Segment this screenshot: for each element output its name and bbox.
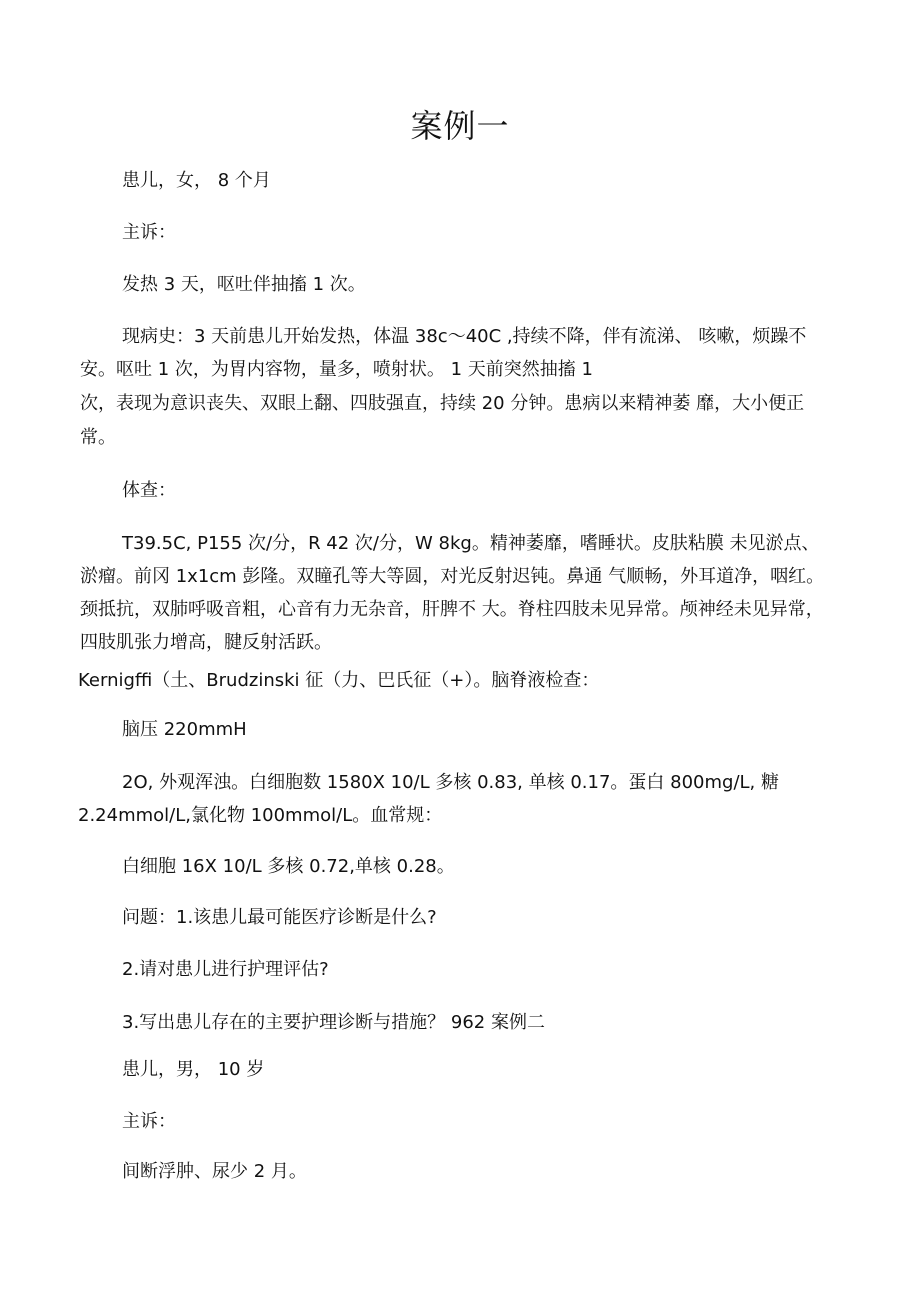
complaint-text: 发热 3 天，呕吐伴抽搐 1 次。 — [122, 274, 366, 295]
history-line-3: 次，表现为意识丧失、双眼上翻、四肢强直，持续 20 分钟。患病以来精神萎 靡，大小便正 — [80, 393, 805, 414]
case2-complaint-label: 主诉： — [122, 1111, 176, 1132]
exam-line-2: 淤瘤。前冈 1x1cm 彭隆。双瞳孔等大等圆，对光反射迟钝。鼻通 气顺畅，外耳道净，咽红。 — [80, 566, 825, 587]
exam-line-3: 颈抵抗，双肺呼吸音粗，心音有力无杂音，肝脾不 大。脊柱四肢未见异常。颅神经未见异常， — [80, 599, 824, 620]
case2-complaint-text: 间断浮肿、尿少 2 月。 — [122, 1161, 307, 1182]
case2-patient-info: 患儿，男， 10 岁 — [122, 1059, 265, 1080]
csf-line-2: 2.24mmol/L,氯化物 100mmol/L。血常规： — [78, 805, 443, 826]
blood-routine: 白细胞 16X 10/L 多核 0.72,单核 0.28。 — [122, 856, 455, 877]
exam-line-4: 四肢肌张力增高，腱反射活跃。 — [80, 632, 332, 653]
exam-line-1: T39.5C, P155 次/分，R 42 次/分，W 8kg。精神萎靡，嗜睡状。皮肤粘膜 未见淤点、 — [122, 533, 820, 554]
question-1: 问题：1.该患儿最可能医疗诊断是什么? — [122, 907, 437, 928]
history-line-2: 安。呕吐 1 次，为胃内容物，量多，喷射状。 1 天前突然抽搐 1 — [80, 359, 593, 380]
complaint-label: 主诉： — [122, 222, 176, 243]
csf-pressure: 脑压 220mmH — [122, 719, 247, 740]
exam-label: 体查： — [122, 480, 176, 501]
csf-line-1: 2O, 外观浑浊。白细胞数 1580X 10/L 多核 0.83, 单核 0.17。蛋白 800mg/L, 糖 — [122, 772, 779, 793]
history-line-1: 现病史：3 天前患儿开始发热，体温 38c〜40C ,持续不降，伴有流涕、 咳嗽，烦躁不 — [122, 326, 807, 347]
question-3: 3.写出患儿存在的主要护理诊断与措施？ 962 案例二 — [122, 1012, 545, 1033]
kernig-line: Kernigffi（土、Brudzinski 征（力、巴氏征（+）。脑脊液检查： — [78, 670, 600, 691]
history-line-4: 常。 — [80, 427, 116, 448]
page-title: 案例一 — [410, 107, 510, 145]
patient-info: 患儿，女， 8 个月 — [122, 170, 271, 191]
question-2: 2.请对患儿进行护理评估? — [122, 959, 329, 980]
